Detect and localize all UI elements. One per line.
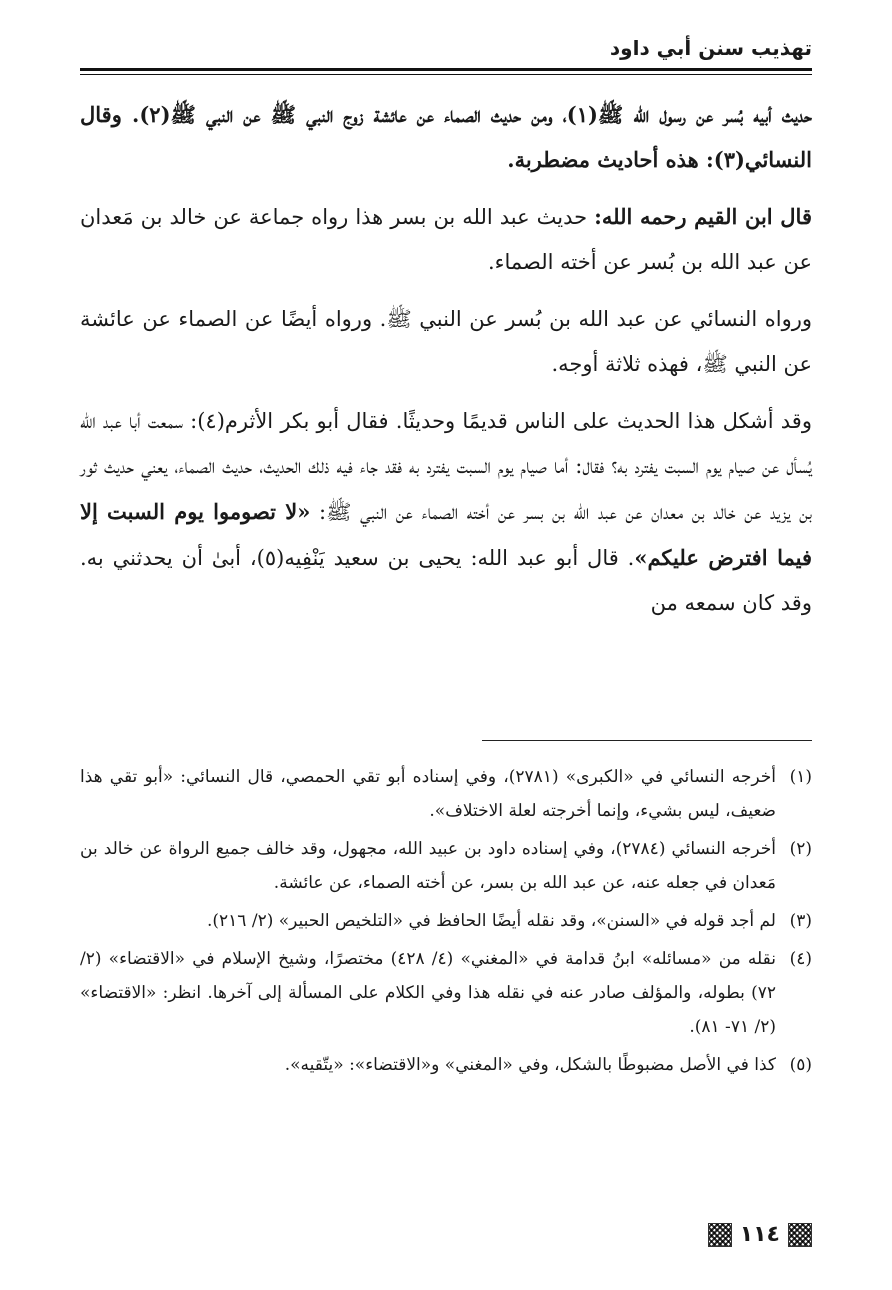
footnote-text: لم أجد قوله في «السنن»، وقد نقله أيضًا الحافظ في «التلخيص الحبير» (٢/ ٢١٦). (206, 911, 776, 931)
footnote-number: (١) (789, 767, 812, 787)
header-title: تهذيب سنن أبي داود (609, 36, 812, 60)
footnote (80, 1048, 812, 1082)
ornament-icon (708, 1223, 732, 1247)
page-footer (708, 1222, 812, 1247)
footnote-text: كذا في الأصل مضبوطًا بالشكل، وفي «المغني» و«الاقتضاء»: «يتّقيه». (284, 1055, 776, 1075)
paragraph-4-text-b: . قال أبو عبد الله: يحيى بن سعيد يَنْفِيه(٥)، أبىٰ أن يحدثني به. وقد كان سمعه من (80, 546, 812, 615)
footnote (80, 942, 812, 1044)
footnote-number: (٣) (789, 911, 812, 931)
header-rule (80, 68, 812, 71)
running-header (80, 30, 812, 72)
paragraph-2 (80, 194, 812, 285)
footnotes (80, 760, 812, 1086)
hadith-quote: «لا تصوموا يوم السبت إلا فيما افترض عليكم» (80, 499, 812, 570)
footnote (80, 904, 812, 938)
footnote-text: أخرجه النسائي في «الكبرى» (٢٧٨١)، وفي إسناده أبو تقي الحمصي، قال النسائي: «أبو تقي هذا ضعيف، ليس بشيء، وإنما أخرجته لعلة الاختلاف». (80, 767, 776, 821)
paragraph-2-text: حديث عبد الله بن بسر هذا رواه جماعة عن خالد بن مَعدان عن عبد الله بن بُسر عن أخته الصماء. (80, 205, 812, 274)
ibn-alqayyim-lead: قال ابن القيم رحمه الله: (594, 204, 812, 229)
paragraph-4-text-a: وقد أشكل هذا الحديث على الناس قديمًا وحديثًا. فقال أبو بكر الأثرم(٤): سمعت أبا عبد الله يُسأل عن صيام يوم السبت يفترد به؟ فقال: أما صيام يوم السبت يفترد به فقد جاء فيه ذلك الحديث، حديث الصماء، يعني حديث ثور بن يزيد عن خالد بن معدان عن عبد الله بن بسر عن أخته الصماء عن النبي ﷺ: (80, 409, 812, 524)
paragraph-1: حديث أبيه بُسر عن رسول الله ﷺ(١)، ومن حديث الصماء عن عائشة زوج النبي ﷺ عن النبي ﷺ(٢). وقال النسائي(٣): هذه أحاديث مضطربة. (80, 102, 812, 172)
footnote-text: أخرجه النسائي (٢٧٨٤)، وفي إسناده داود بن عبيد الله، مجهول، وقد خالف جميع الرواة عن خالد بن مَعدان في جعله عنه، عن عبد الله بن بسر، عن أخته الصماء، عن عائشة. (80, 839, 776, 893)
footnote-text: نقله من «مسائله» ابنُ قدامة في «المغني» (٤/ ٤٢٨) مختصرًا، وشيخ الإسلام في «الاقتضاء» (٢/ ٧٢) بطوله، والمؤلف صادر عنه في نقله هذا وفي الكلام على المسألة إلى آخرها. انظر: «الاقتضاء» (٢/ ٧١- ٨١). (80, 949, 776, 1037)
footnote-number: (٢) (789, 839, 812, 859)
footnote-number: (٥) (789, 1055, 812, 1075)
ornament-icon (788, 1223, 812, 1247)
footnote (80, 832, 812, 900)
page-number: ١١٤ (739, 1222, 780, 1247)
footnote-divider (482, 740, 812, 741)
paragraph-4 (80, 399, 812, 626)
paragraph-3: ورواه النسائي عن عبد الله بن بُسر عن النبي ﷺ. ورواه أيضًا عن الصماء عن عائشة عن النبي ﷺ، فهذه ثلاثة أوجه. (80, 307, 812, 376)
main-text (80, 92, 812, 638)
footnote-number: (٤) (789, 949, 812, 969)
header-rule-thin (80, 74, 812, 75)
footnote (80, 760, 812, 828)
